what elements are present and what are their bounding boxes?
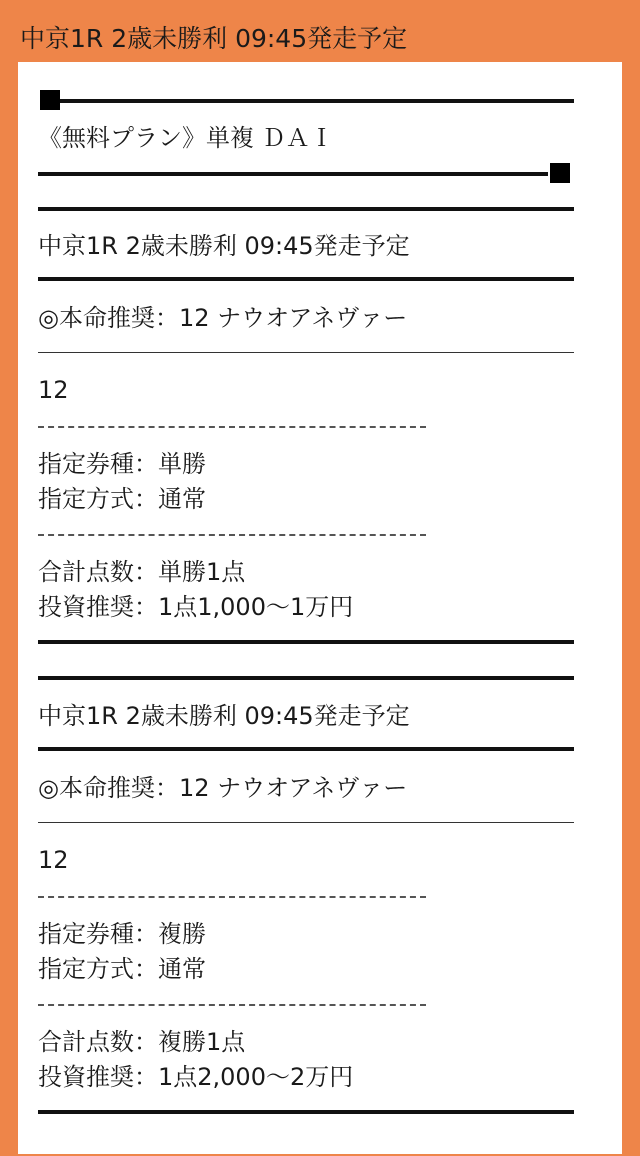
dashed-divider — [38, 534, 426, 536]
square-marker-top — [40, 90, 60, 110]
section-divider — [38, 277, 574, 281]
dashed-divider — [38, 896, 426, 898]
race-info: 中京1R 2歳未勝利 09:45発走予定 — [38, 232, 410, 260]
section-divider — [38, 676, 574, 680]
total-points: 合計点数：単勝1点 — [38, 558, 246, 586]
bet-method: 指定方式：通常 — [38, 485, 206, 513]
section-divider — [38, 207, 574, 211]
banner-rule-top — [60, 99, 574, 103]
investment-advice: 投資推奨：1点2,000〜2万円 — [38, 1063, 354, 1091]
horse-number: 12 — [38, 846, 69, 874]
ticket-type: 指定券種：複勝 — [38, 920, 206, 948]
section-divider — [38, 1110, 574, 1114]
section-divider — [38, 747, 574, 751]
dashed-divider — [38, 426, 426, 428]
total-points: 合計点数：複勝1点 — [38, 1028, 246, 1056]
ticket-type: 指定券種：単勝 — [38, 450, 206, 478]
page-title: 中京1R 2歳未勝利 09:45発走予定 — [20, 24, 408, 53]
bet-method: 指定方式：通常 — [38, 955, 206, 983]
horse-number: 12 — [38, 376, 69, 404]
banner-rule-bottom — [38, 172, 548, 176]
plan-title: 《無料プラン》単複 ＤＡＩ — [38, 124, 334, 152]
section-divider — [38, 640, 574, 644]
dashed-divider — [38, 1004, 426, 1006]
race-info: 中京1R 2歳未勝利 09:45発走予定 — [38, 702, 410, 730]
thin-divider — [38, 352, 574, 353]
honmei-pick: ◎本命推奨：12 ナウオアネヴァー — [38, 304, 408, 332]
investment-advice: 投資推奨：1点1,000〜1万円 — [38, 593, 354, 621]
square-marker-bottom — [550, 163, 570, 183]
thin-divider — [38, 822, 574, 823]
prediction-panel — [18, 62, 622, 1154]
honmei-pick: ◎本命推奨：12 ナウオアネヴァー — [38, 774, 408, 802]
